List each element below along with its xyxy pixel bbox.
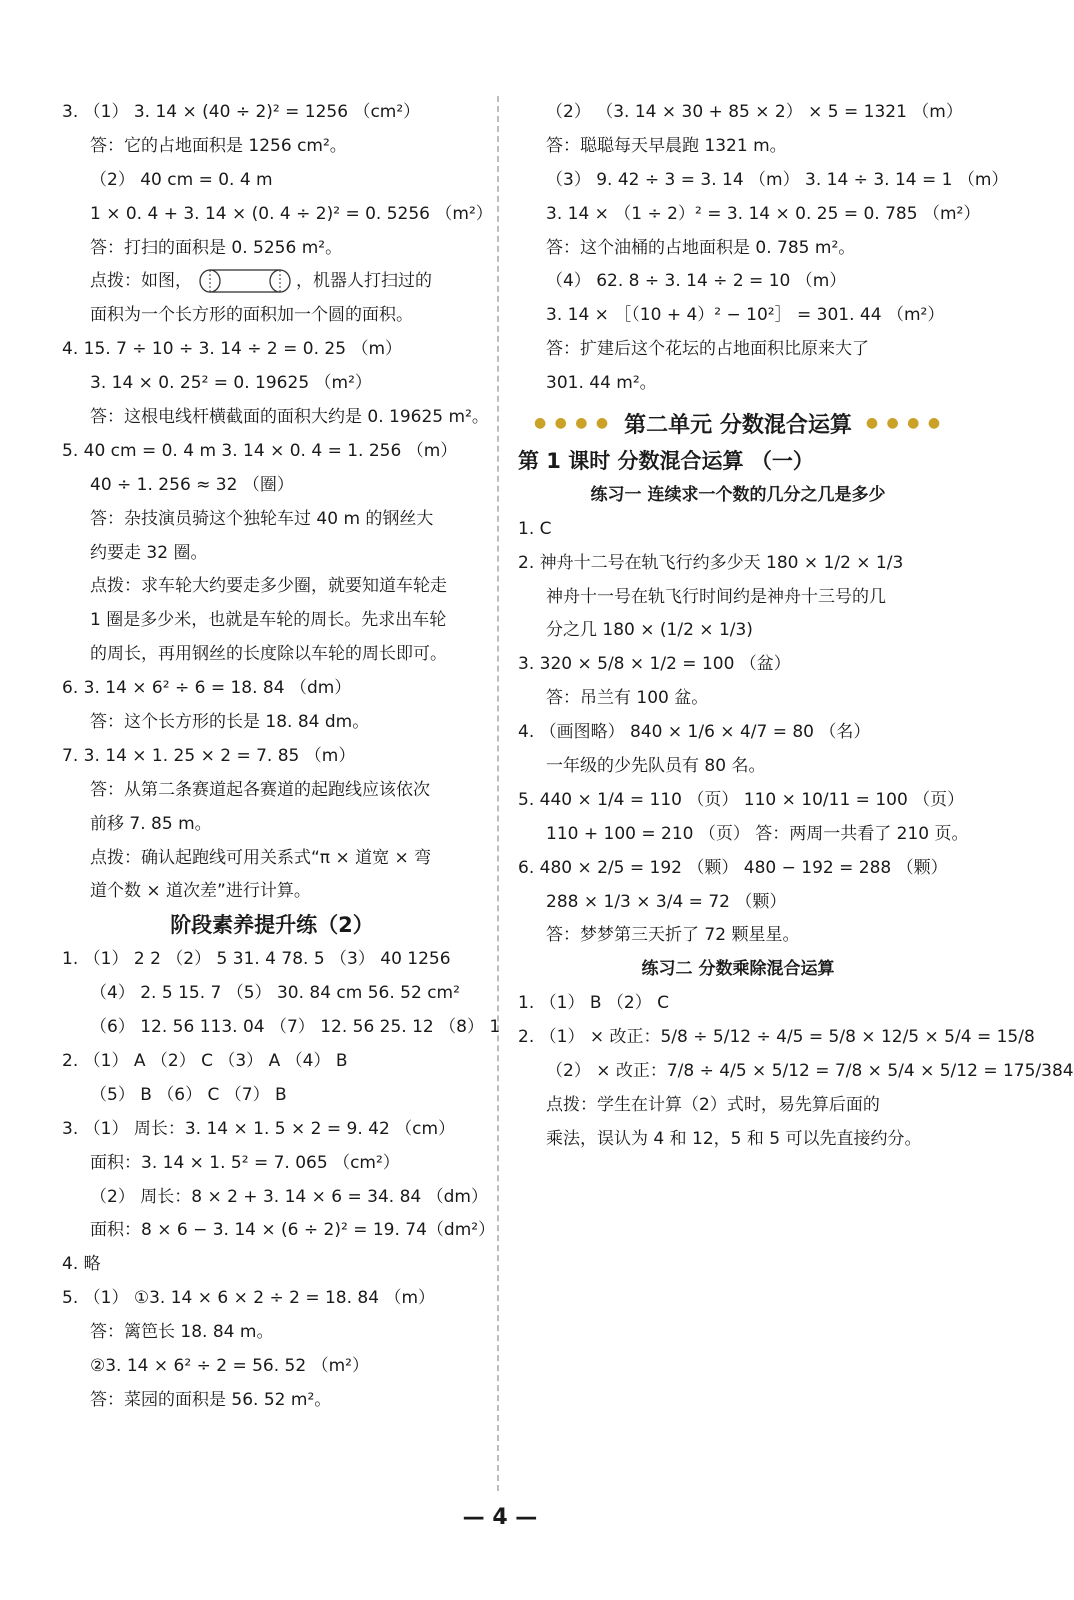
unit-heading [518, 401, 958, 445]
answer-line: 答：篱笆长 18. 84 m。 [90, 1322, 274, 1343]
section-heading: 练习一 连续求一个数的几分之几是多少 [590, 484, 886, 505]
answer-line: 答：这个长方形的长是 18. 84 dm。 [90, 712, 370, 733]
answer-line: （6） 12. 56 113. 04 （7） 12. 56 25. 12 （8） 1 [90, 1017, 501, 1038]
answer-line: 点拨：确认起跑线可用关系式“π × 道宽 × 弯 [90, 847, 432, 868]
answer-line: 答：它的占地面积是 1256 cm²。 [90, 135, 347, 156]
answer-line: 面积：3. 14 × 1. 5² = 7. 065 （cm²） [90, 1152, 400, 1173]
answer-line: 4. （画图略） 840 × 1/6 × 4/7 = 80 （名） [518, 722, 871, 743]
answer-line: 2. （1） × 改正：5/8 ÷ 5/12 ÷ 4/5 = 5/8 × 12/5 × 5/4 = 15/8 [518, 1027, 1035, 1048]
section-heading: 第 1 课时 分数混合运算 （一） [518, 449, 814, 474]
answer-line: 301. 44 m²。 [546, 373, 657, 394]
answer-line: 3. 320 × 5/8 × 1/2 = 100 （盆） [518, 654, 791, 675]
answer-line: （2） （3. 14 × 30 + 85 × 2） × 5 = 1321 （m） [546, 102, 963, 122]
answer-line: 1. （1） 2 2 （2） 5 31. 4 78. 5 （3） 40 1256 [62, 949, 451, 970]
answer-line: 1 圈是多少米，也就是车轮的周长。先求出车轮 [90, 610, 447, 631]
answer-line: （2） 周长：8 × 2 + 3. 14 × 6 = 34. 84 （dm） [90, 1186, 488, 1207]
answer-line: 3. 14 × ［（10 + 4）² − 10²］ = 301. 44 （m²） [546, 305, 945, 326]
answer-line: （2） × 改正：7/8 ÷ 4/5 × 5/12 = 7/8 × 5/4 × 5/12 = 175/384 [546, 1061, 1074, 1082]
answer-line: 前移 7. 85 m。 [90, 813, 212, 834]
right-column [518, 96, 1074, 1157]
answer-line: 288 × 1/3 × 3/4 = 72 （颗） [546, 891, 787, 912]
note-prefix: 点拨：如图， [90, 271, 192, 292]
column-divider [497, 96, 499, 1491]
page-number: — 4 — [462, 1505, 538, 1530]
answer-line: 的周长，再用钢丝的长度除以车轮的周长即可。 [90, 644, 447, 665]
answer-line: 3. （1） 周长：3. 14 × 1. 5 × 2 = 9. 42 （cm） [62, 1118, 456, 1139]
answer-line: 3. 14 × （1 ÷ 2）² = 3. 14 × 0. 25 = 0. 785 （m²） [546, 203, 981, 224]
answer-line: 答：菜园的面积是 56. 52 m²。 [90, 1389, 332, 1410]
answer-line: 5. 440 × 1/4 = 110 （页） 110 × 10/11 = 100 （页） [518, 789, 965, 810]
answer-line: 5. 40 cm = 0. 4 m 3. 14 × 0. 4 = 1. 256 （m） [62, 440, 458, 461]
answer-line: 6. 3. 14 × 6² ÷ 6 = 18. 84 （dm） [62, 678, 352, 699]
answer-line: 2. 神舟十二号在轨飞行约多少天 180 × 1/2 × 1/3 [518, 552, 904, 573]
note-suffix: ，机器人打扫过的 [296, 271, 432, 292]
answer-line: 约要走 32 圈。 [90, 542, 208, 563]
dot-ornament-icon: ● ● ● ● [533, 415, 611, 432]
answer-line: 答：梦梦第三天折了 72 颗星星。 [546, 925, 800, 946]
answer-line: 一年级的少先队员有 80 名。 [546, 756, 766, 777]
answer-line: （4） 2. 5 15. 7 （5） 30. 84 cm 56. 52 cm² [90, 983, 460, 1004]
answer-line: 答：打扫的面积是 0. 5256 m²。 [90, 237, 343, 258]
answer-line: 1. C [518, 518, 552, 539]
answer-line: 分之几 180 × (1/2 × 1/3) [546, 620, 753, 641]
answer-line: 面积为一个长方形的面积加一个圆的面积。 [90, 305, 413, 326]
answer-line: 4. 略 [62, 1254, 101, 1275]
section-heading: 阶段素养提升练（2） [170, 913, 374, 938]
answer-line: （5） B （6） C （7） B [90, 1084, 287, 1105]
answer-line: 1. （1） B （2） C [518, 993, 669, 1014]
answer-line: 乘法，误认为 4 和 12，5 和 5 可以先直接约分。 [546, 1128, 922, 1149]
answer-line: ②3. 14 × 6² ÷ 2 = 56. 52 （m²） [90, 1355, 369, 1376]
cylinder-diagram-icon [196, 268, 292, 294]
answer-line: 5. （1） ①3. 14 × 6 × 2 ÷ 2 = 18. 84 （m） [62, 1288, 436, 1309]
answer-line: 答：扩建后这个花坛的占地面积比原来大了 [546, 339, 869, 360]
answer-line: 4. 15. 7 ÷ 10 ÷ 3. 14 ÷ 2 = 0. 25 （m） [62, 339, 403, 360]
answer-line: 答：杂技演员骑这个独轮车过 40 m 的钢丝大 [90, 508, 434, 529]
answer-line: 40 ÷ 1. 256 ≈ 32 （圈） [90, 474, 294, 495]
answer-line: 1 × 0. 4 + 3. 14 × (0. 4 ÷ 2)² = 0. 5256 （m²） [90, 203, 493, 224]
dot-ornament-icon: ● ● ● ● [865, 415, 943, 432]
answer-line: 3. 14 × 0. 25² = 0. 19625 （m²） [90, 373, 372, 394]
unit-title: 第二单元 分数混合运算 [624, 412, 852, 438]
section-heading: 练习二 分数乘除混合运算 [641, 959, 835, 980]
answer-line: 7. 3. 14 × 1. 25 × 2 = 7. 85 （m） [62, 745, 356, 766]
answer-line: 答：这根电线杆横截面的面积大约是 0. 19625 m²。 [90, 407, 489, 428]
answer-line: 点拨：学生在计算（2）式时，易先算后面的 [546, 1094, 880, 1115]
answer-line: （4） 62. 8 ÷ 3. 14 ÷ 2 = 10 （m） [546, 271, 847, 292]
answer-line: 道个数 × 道次差”进行计算。 [90, 881, 311, 902]
answer-line: 110 + 100 = 210 （页） 答：两周一共看了 210 页。 [546, 823, 969, 844]
answer-line: 答：吊兰有 100 盆。 [546, 688, 709, 709]
answer-line: 神舟十一号在轨飞行时间约是神舟十三号的几 [546, 586, 886, 607]
answer-line: 答：聪聪每天早晨跑 1321 m。 [546, 135, 787, 156]
answer-line: 3. （1） 3. 14 × (40 ÷ 2)² = 1256 （cm²） [62, 102, 421, 122]
answer-line: （2） 40 cm = 0. 4 m [90, 169, 273, 190]
answer-line: 点拨：求车轮大约要走多少圈，就要知道车轮走 [90, 576, 447, 597]
answer-line: （3） 9. 42 ÷ 3 = 3. 14 （m） 3. 14 ÷ 3. 14 = 1 （m） [546, 169, 1009, 190]
answer-line: 6. 480 × 2/5 = 192 （颗） 480 − 192 = 288 （颗） [518, 857, 948, 878]
answer-line: 答：从第二条赛道起各赛道的起跑线应该依次 [90, 779, 430, 800]
answer-line: 2. （1） A （2） C （3） A （4） B [62, 1050, 348, 1071]
note-with-figure [62, 265, 482, 299]
left-column [62, 96, 501, 1418]
answer-line: 答：这个油桶的占地面积是 0. 785 m²。 [546, 237, 856, 258]
answer-line: 面积：8 × 6 − 3. 14 × (6 ÷ 2)² = 19. 74（dm²） [90, 1220, 496, 1241]
